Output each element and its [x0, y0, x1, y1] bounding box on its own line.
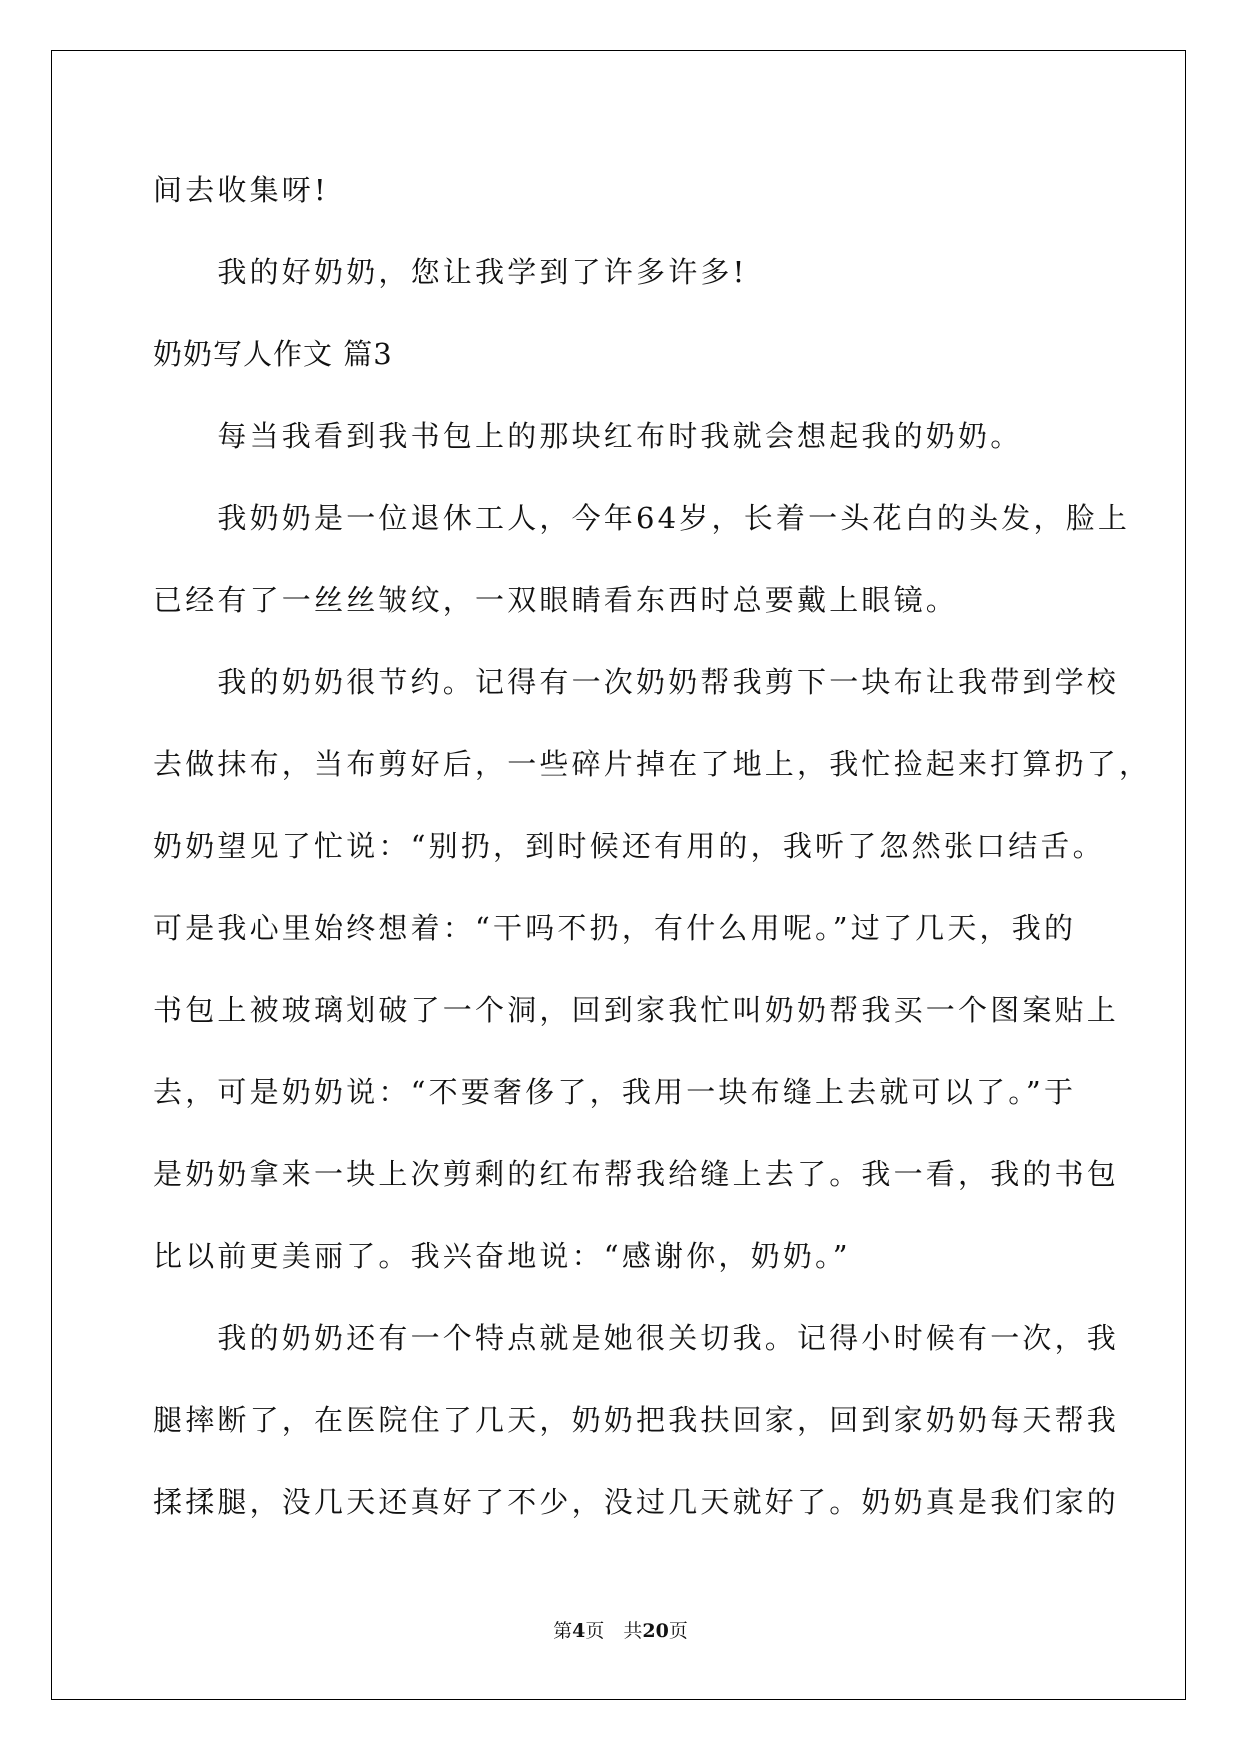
text-line: 间去收集呀!	[153, 173, 329, 207]
text-line: 去做抹布，当布剪好后，一些碎片掉在了地上，我忙捡起来打算扔了，	[153, 747, 1152, 781]
footer-suffix: 页	[668, 1620, 688, 1642]
footer-prefix: 第	[553, 1620, 573, 1642]
text-line: 我奶奶是一位退休工人，今年64岁，长着一头花白的头发，脸上	[153, 501, 1131, 535]
text-line: 我的好奶奶，您让我学到了许多许多!	[153, 255, 748, 289]
footer-mid: 页 共	[585, 1620, 643, 1642]
page-border	[51, 50, 1186, 1700]
page-footer	[0, 1616, 1241, 1643]
text-line: 揉揉腿，没几天还真好了不少，没过几天就好了。奶奶真是我们家的	[153, 1485, 1120, 1519]
text-line: 去，可是奶奶说：“不要奢侈了，我用一块布缝上去就可以了。”于	[153, 1075, 1077, 1109]
current-page-number: 4	[572, 1620, 586, 1642]
text-line: 我的奶奶还有一个特点就是她很关切我。记得小时候有一次，我	[153, 1321, 1120, 1355]
text-line: 比以前更美丽了。我兴奋地说：“感谢你，奶奶。”	[153, 1239, 851, 1273]
text-line: 我的奶奶很节约。记得有一次奶奶帮我剪下一块布让我带到学校	[153, 665, 1120, 699]
section-heading: 奶奶写人作文 篇3	[153, 337, 393, 371]
text-line: 每当我看到我书包上的那块红布时我就会想起我的奶奶。	[153, 419, 1023, 453]
text-line: 可是我心里始终想着：“干吗不扔，有什么用呢。”过了几天，我的	[153, 911, 1077, 945]
text-line: 已经有了一丝丝皱纹，一双眼睛看东西时总要戴上眼镜。	[153, 583, 959, 617]
text-line: 奶奶望见了忙说：“别扔，到时候还有用的，我听了忽然张口结舌。	[153, 829, 1105, 863]
text-line: 是奶奶拿来一块上次剪剩的红布帮我给缝上去了。我一看，我的书包	[153, 1157, 1120, 1191]
total-page-number: 20	[642, 1620, 669, 1642]
text-line: 腿摔断了，在医院住了几天，奶奶把我扶回家，回到家奶奶每天帮我	[153, 1403, 1120, 1437]
text-line: 书包上被玻璃划破了一个洞，回到家我忙叫奶奶帮我买一个图案贴上	[153, 993, 1120, 1027]
